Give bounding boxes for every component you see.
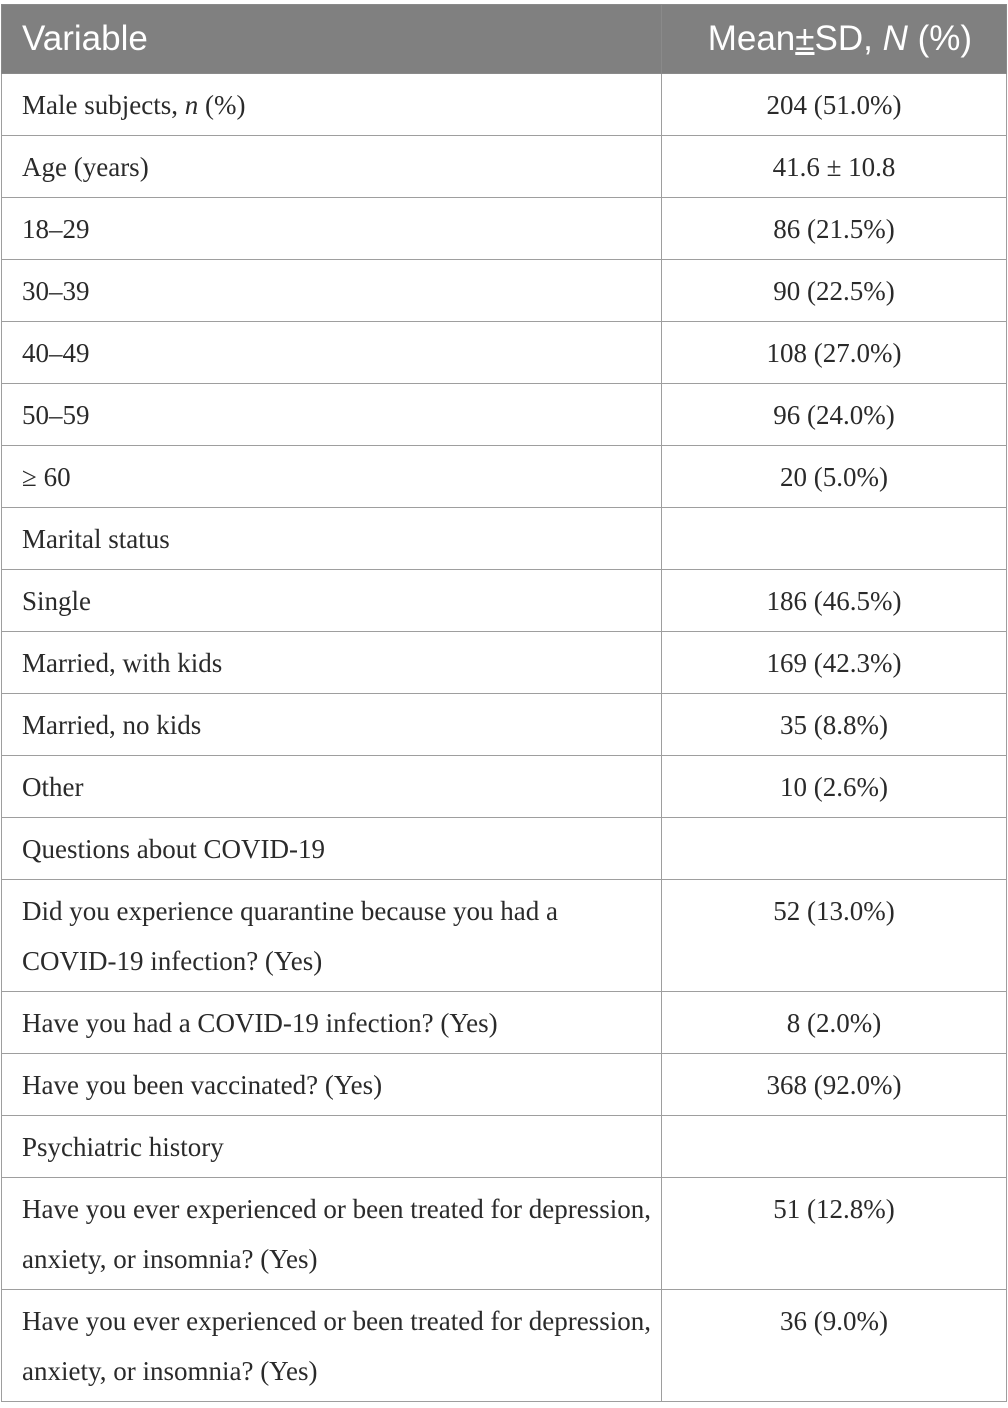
row-label: Have you ever experienced or been treated for depression, anxiety, or insomnia? (Yes): [2, 1290, 662, 1402]
table-row: [2, 880, 1007, 992]
header-mean: Mean: [707, 19, 796, 58]
row-value: 368 (92.0%): [662, 1054, 1007, 1116]
row-value: 52 (13.0%): [662, 880, 1007, 992]
row-label: Have you ever experienced or been treated for depression, anxiety, or insomnia? (Yes): [2, 1178, 662, 1290]
row-value: 41.6 ± 10.8: [662, 136, 1007, 198]
row-value: 169 (42.3%): [662, 632, 1007, 694]
row-value: [662, 508, 1007, 570]
row-value: 51 (12.8%): [662, 1178, 1007, 1290]
row-label: Married, with kids: [2, 632, 662, 694]
row-value: 204 (51.0%): [662, 74, 1007, 136]
row-value: 96 (24.0%): [662, 384, 1007, 446]
table-row: [2, 136, 1007, 198]
row-value: 20 (5.0%): [662, 446, 1007, 508]
row-label-suffix: (%): [198, 90, 246, 120]
row-label: 30–39: [2, 260, 662, 322]
table-row: [2, 1178, 1007, 1290]
row-value: 35 (8.8%): [662, 694, 1007, 756]
table-row: [2, 446, 1007, 508]
table-body: [2, 74, 1007, 1402]
table-row: [2, 632, 1007, 694]
section-label: Psychiatric history: [2, 1116, 662, 1178]
table-row: [2, 756, 1007, 818]
demographics-table: [1, 4, 1007, 1402]
section-row-psychiatric-history: [2, 1116, 1007, 1178]
variable-column-header: Variable: [2, 5, 662, 74]
row-label: [2, 74, 662, 136]
row-label: Other: [2, 756, 662, 818]
section-row-marital-status: [2, 508, 1007, 570]
table-row: [2, 1054, 1007, 1116]
row-label: Married, no kids: [2, 694, 662, 756]
table-header: [2, 5, 1007, 74]
table-row: [2, 694, 1007, 756]
table-row: [2, 198, 1007, 260]
table-row: [2, 1290, 1007, 1402]
section-label: Questions about COVID-19: [2, 818, 662, 880]
table-row: [2, 384, 1007, 446]
section-label: Marital status: [2, 508, 662, 570]
table-row: [2, 322, 1007, 384]
row-label-text: Male subjects,: [22, 90, 185, 120]
row-value: 90 (22.5%): [662, 260, 1007, 322]
table-row: [2, 570, 1007, 632]
row-label: ≥ 60: [2, 446, 662, 508]
section-row-covid-questions: [2, 818, 1007, 880]
row-label: 50–59: [2, 384, 662, 446]
row-label: Single: [2, 570, 662, 632]
row-label: 40–49: [2, 322, 662, 384]
row-label: 18–29: [2, 198, 662, 260]
row-value: 36 (9.0%): [662, 1290, 1007, 1402]
row-value: 186 (46.5%): [662, 570, 1007, 632]
row-value: 108 (27.0%): [662, 322, 1007, 384]
value-column-header: [662, 5, 1007, 74]
header-percent: (%): [907, 19, 972, 58]
row-label: Age (years): [2, 136, 662, 198]
row-label: Did you experience quarantine because you had a COVID-19 infection? (Yes): [2, 880, 662, 992]
header-row: [2, 5, 1007, 74]
row-value: 8 (2.0%): [662, 992, 1007, 1054]
header-plus-minus: ±: [795, 19, 815, 58]
row-label: Have you had a COVID-19 infection? (Yes): [2, 992, 662, 1054]
row-value: 10 (2.6%): [662, 756, 1007, 818]
row-value: 86 (21.5%): [662, 198, 1007, 260]
header-sd: SD,: [814, 19, 883, 58]
table-row: [2, 260, 1007, 322]
table-row: [2, 992, 1007, 1054]
row-label: Have you been vaccinated? (Yes): [2, 1054, 662, 1116]
table-row: [2, 74, 1007, 136]
row-value: [662, 818, 1007, 880]
row-label-italic: n: [184, 90, 199, 120]
row-value: [662, 1116, 1007, 1178]
header-n: N: [882, 19, 908, 58]
